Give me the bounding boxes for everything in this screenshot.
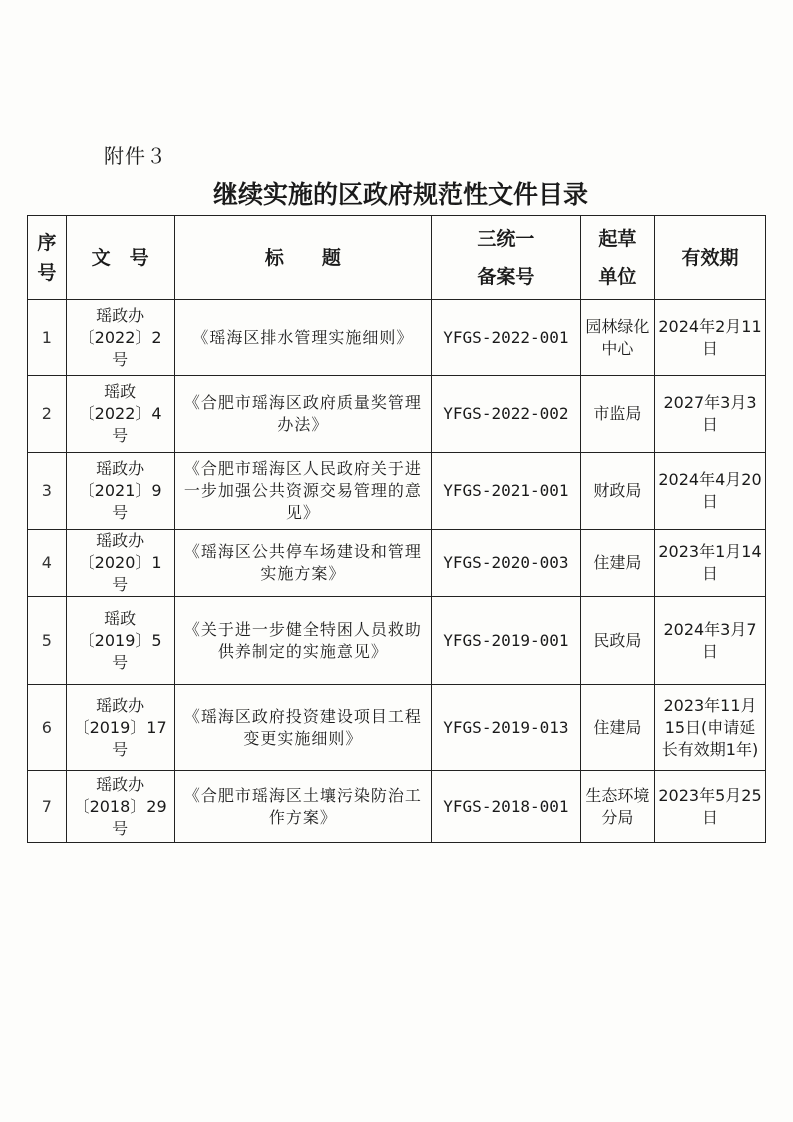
table-row (28, 453, 766, 530)
row-validity: 2024年3月7日 (655, 597, 766, 685)
doc-no-line: 〔2022〕2 (78, 327, 162, 347)
document-title: 继续实施的区政府规范性文件目录 (212, 180, 588, 209)
header-code: 三统一 备案号 (432, 216, 581, 300)
header-seq: 序 号 (28, 216, 67, 300)
row-title: 《关于进一步健全特困人员救助供养制定的实施意见》 (174, 597, 432, 685)
doc-no-line: 〔2019〕17 (73, 717, 167, 737)
row-doc-no (66, 376, 174, 453)
row-title: 《瑶海区排水管理实施细则》 (174, 300, 432, 376)
row-filing-code: YFGS-2022-002 (432, 376, 581, 453)
row-validity: 2024年2月11日 (655, 300, 766, 376)
row-title: 《合肥市瑶海区土壤污染防治工作方案》 (174, 771, 432, 843)
doc-no-line: 瑶政办 (96, 531, 145, 550)
row-drafting-unit: 生态环境分局 (580, 771, 654, 843)
row-drafting-unit: 园林绿化中心 (580, 300, 654, 376)
row-drafting-unit: 住建局 (580, 530, 654, 597)
table-row (28, 530, 766, 597)
table-body (28, 300, 766, 843)
row-seq: 3 (28, 453, 67, 530)
doc-no-line: 号 (112, 426, 129, 445)
doc-no-line: 瑶政 (104, 608, 137, 628)
catalog-table (27, 215, 766, 843)
row-validity: 2023年1月14日 (655, 530, 766, 597)
row-validity: 2023年5月25日 (655, 771, 766, 843)
doc-no-line: 瑶政 (104, 382, 137, 401)
row-validity: 2023年11月15日(申请延长有效期1年) (655, 685, 766, 771)
row-seq: 1 (28, 300, 67, 376)
doc-no-line: 〔2021〕9 (78, 481, 162, 500)
doc-no-line: 号 (112, 818, 129, 838)
doc-no-line: 〔2019〕5 (78, 630, 162, 650)
header-doc-no: 文 号 (66, 216, 174, 300)
row-title: 《合肥市瑶海区人民政府关于进一步加强公共资源交易管理的意见》 (174, 453, 432, 530)
doc-no-line: 〔2018〕29 (73, 796, 167, 816)
table-row (28, 685, 766, 771)
header-valid: 有效期 (655, 216, 766, 300)
doc-no-line: 号 (112, 575, 129, 594)
doc-no-line: 瑶政办 (96, 305, 145, 325)
row-validity: 2024年4月20日 (655, 453, 766, 530)
row-drafting-unit: 市监局 (580, 376, 654, 453)
attachment-label: 附件３ (104, 144, 167, 168)
row-filing-code: YFGS-2018-001 (432, 771, 581, 843)
doc-no-line: 号 (112, 503, 129, 522)
row-seq: 4 (28, 530, 67, 597)
row-title: 《瑶海区公共停车场建设和管理实施方案》 (174, 530, 432, 597)
row-filing-code: YFGS-2020-003 (432, 530, 581, 597)
header-unit: 起草 单位 (580, 216, 654, 300)
table-row (28, 300, 766, 376)
row-title: 《瑶海区政府投资建设项目工程变更实施细则》 (174, 685, 432, 771)
row-filing-code: YFGS-2021-001 (432, 453, 581, 530)
doc-no-line: 瑶政办 (96, 459, 145, 478)
row-validity: 2027年3月3日 (655, 376, 766, 453)
row-filing-code: YFGS-2019-013 (432, 685, 581, 771)
row-drafting-unit: 民政局 (580, 597, 654, 685)
row-drafting-unit: 财政局 (580, 453, 654, 530)
row-doc-no (66, 771, 174, 843)
doc-no-line: 瑶政办 (96, 774, 145, 794)
table-row (28, 597, 766, 685)
row-seq: 2 (28, 376, 67, 453)
doc-no-line: 瑶政办 (96, 695, 145, 715)
doc-no-line: 〔2020〕1 (78, 553, 162, 572)
table-row (28, 376, 766, 453)
row-filing-code: YFGS-2022-001 (432, 300, 581, 376)
doc-no-line: 〔2022〕4 (78, 404, 162, 423)
doc-no-line: 号 (112, 739, 129, 759)
row-filing-code: YFGS-2019-001 (432, 597, 581, 685)
row-doc-no (66, 453, 174, 530)
row-seq: 6 (28, 685, 67, 771)
row-doc-no (66, 530, 174, 597)
row-seq: 5 (28, 597, 67, 685)
header-title: 标 题 (174, 216, 432, 300)
table-header-row (28, 216, 766, 300)
row-title: 《合肥市瑶海区政府质量奖管理办法》 (174, 376, 432, 453)
doc-no-line: 号 (112, 349, 129, 369)
table-row (28, 771, 766, 843)
row-seq: 7 (28, 771, 67, 843)
doc-no-line: 号 (112, 652, 129, 672)
row-doc-no (66, 685, 174, 771)
row-doc-no (66, 300, 174, 376)
row-doc-no (66, 597, 174, 685)
row-drafting-unit: 住建局 (580, 685, 654, 771)
